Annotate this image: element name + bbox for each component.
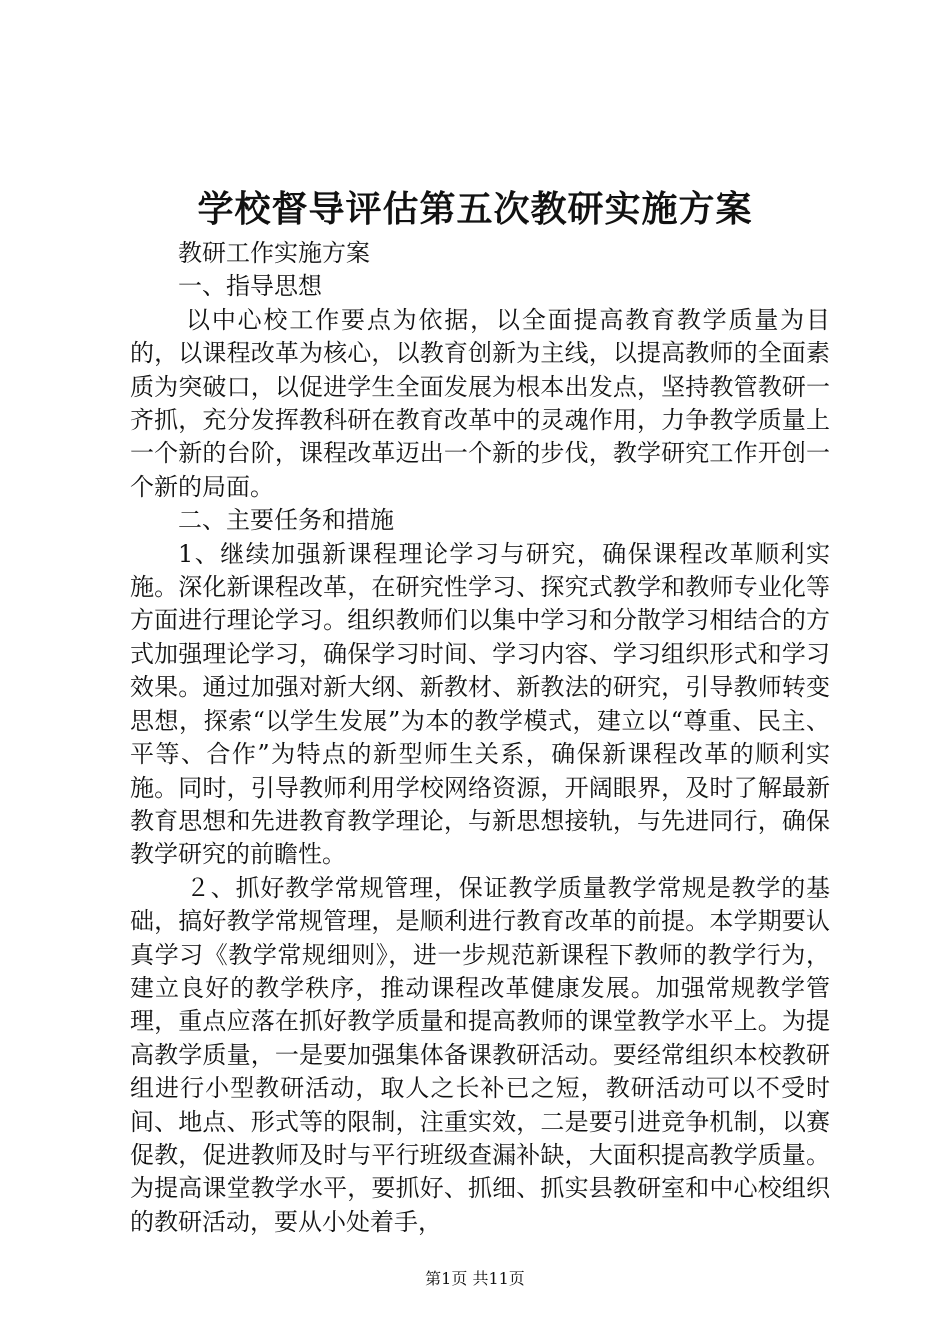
paragraph-task-2: ２、抓好教学常规管理，保证教学质量教学常规是教学的基础，搞好教学常规管理，是顺利进行教育改革的前提。本学期要认真学习《教学常规细则》，进一步规范新课程下教师的教学行为，建立良好的教学秩序，推动课程改革健康发展。加强常规教学管理，重点应落在抓好教学质量和提高教师的课堂教学水平上。为提高教学质量，一是要加强集体备课教研活动。要经常组织本校教研组进行小型教研活动，取人之长补已之短，教研活动可以不受时间、地点、形式等的限制，注重实效，二是要引进竞争机制，以赛促教，促进教师及时与平行班级查漏补缺，大面积提高教学质量。为提高课堂教学水平，要抓好、抓细、抓实县教研室和中心校组织的教研活动，要从小处着手， [130,873,830,1236]
paragraph-task-1: 1、继续加强新课程理论学习与研究，确保课程改革顺利实施。深化新课程改革，在研究性学习、探究式教学和教师专业化等方面进行理论学习。组织教师们以集中学习和分散学习相结合的方式加强理论学习，确保学习时间、学习内容、学习组织形式和学习效果。通过加强对新大纲、新教材、新教法的研究，引导教师转变思想，探索“以学生发展”为本的教学模式，建立以“尊重、民主、平等、合作”为特点的新型师生关系，确保新课程改革的顺利实施。同时，引导教师利用学校网络资源，开阔眼界，及时了解最新教育思想和先进教育教学理论，与新思想接轨，与先进同行，确保教学研究的前瞻性。 [130,539,830,869]
paragraph-guiding-thought: 以中心校工作要点为依据，以全面提高教育教学质量为目的，以课程改革为核心，以教育创新为主线，以提高教师的全面素质为突破口，以促进学生全面发展为根本出发点，坚持教管教研一齐抓，充分发挥教科研在教育改革中的灵魂作用，力争教学质量上一个新的台阶，课程改革迈出一个新的步伐，教学研究工作开创一个新的局面。 [130,305,830,501]
section-heading-tasks: 二、主要任务和措施 [178,506,394,535]
section-heading-guiding-thought: 一、指导思想 [178,272,322,301]
section-heading-plan: 教研工作实施方案 [178,239,370,267]
page-footer: 第1页 共11页 [425,1269,525,1288]
document-title: 学校督导评估第五次教研实施方案 [197,188,753,230]
document-body [130,237,830,1239]
